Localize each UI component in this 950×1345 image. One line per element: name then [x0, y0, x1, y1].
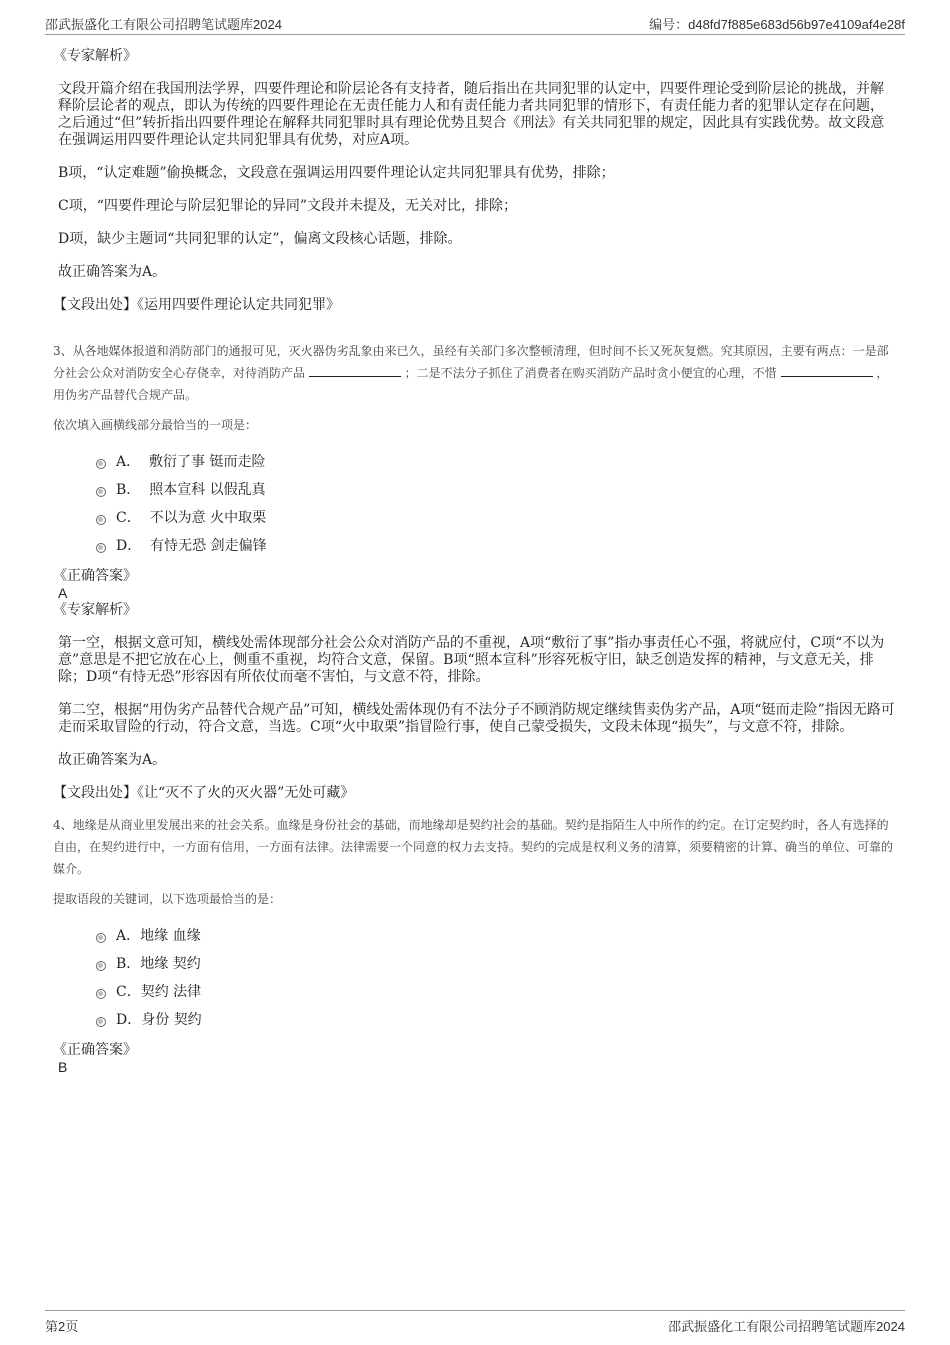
option-text: 有恃无恐 剑走偏锋 — [150, 538, 267, 554]
radio-icon[interactable] — [96, 933, 106, 943]
option-label: C． — [116, 510, 141, 526]
fill-blank — [309, 364, 401, 377]
option-b[interactable] — [96, 476, 896, 504]
options-list — [96, 448, 896, 560]
radio-icon[interactable] — [96, 961, 106, 971]
analysis-paragraph: 文段开篇介绍在我国刑法学界，四要件理论和阶层论各有支持者，随后指出在共同犯罪的认定中，四要件理论受到阶层论的挑战，并解释阶层论者的观点，即认为传统的四要件理论在无责任能力人和有责任能力者共同犯罪的情形下，有责任能力者的犯罪认定存在问题，之后通过“但”转折指出四要件理论在解释共同犯罪时具有理论优势且契合《刑法》有关共同犯罪的规定，因此具有实践优势。故文段意在强调运用四要件理论认定共同犯罪具有优势，对应A项。 — [58, 81, 885, 148]
option-label: B． — [116, 956, 141, 972]
analysis-paragraph: D项，缺少主题词“共同犯罪的认定”，偏离文段核心话题，排除。 — [58, 231, 462, 247]
option-label: B． — [116, 482, 141, 498]
fill-blank — [781, 364, 873, 377]
option-a[interactable] — [96, 448, 896, 476]
analysis-paragraph: 第二空，根据“用伪劣产品替代合规产品”可知，横线处需体现仍有不法分子不顾消防规定继续售卖伪劣产品，A项“铤而走险”指因无路可走而采取冒险的行动，符合文意，当选。C项“火中取栗”指冒险行事，使自己蒙受损失，文段未体现“损失”，与文意不符，排除。 — [58, 702, 895, 735]
page-footer — [45, 1310, 905, 1335]
analysis-title: 《专家解析》 — [53, 48, 137, 64]
stem-part: ；二是不法分子抓住了消费者在购买消防产品时贪小便宜的心理，不惜 — [404, 366, 777, 380]
document-id: 编号：d48fd7f885e683d56b97e4109af4e28f — [649, 17, 905, 32]
options-list — [96, 922, 896, 1034]
option-label: D． — [116, 538, 142, 554]
option-c[interactable] — [96, 978, 896, 1006]
option-text: 敷衍了事 铤而走险 — [149, 454, 266, 470]
option-d[interactable] — [96, 1006, 896, 1034]
analysis-paragraph: B项，“认定难题”偷换概念，文段意在强调运用四要件理论认定共同犯罪具有优势，排除； — [58, 165, 615, 181]
conclusion: 故正确答案为A。 — [58, 752, 167, 768]
answer-value: B — [58, 1059, 68, 1075]
source-citation: 【文段出处】《运用四要件理论认定共同犯罪》 — [53, 297, 340, 313]
question-prompt: 依次填入画横线部分最恰当的一项是： — [53, 418, 258, 432]
question-prompt: 提取语段的关键词，以下选项最恰当的是： — [53, 892, 282, 906]
conclusion: 故正确答案为A。 — [58, 264, 167, 280]
radio-icon[interactable] — [96, 543, 106, 553]
option-d[interactable] — [96, 532, 896, 560]
option-label: A． — [116, 454, 141, 470]
analysis-paragraph: 第一空，根据文意可知，横线处需体现部分社会公众对消防产品的不重视，A项“敷衍了事”指办事责任心不强，将就应付，C项“不以为意”意思是不把它放在心上，侧重不重视，均符合文意，保留。B项“照本宣科”形容死板守旧，缺乏创造发挥的精神，与文意无关，排除；D项“有恃无恐”形容因有所依仗而毫不害怕，与文意不符，排除。 — [58, 635, 885, 685]
option-text: 地缘 血缘 — [140, 928, 201, 944]
radio-icon[interactable] — [96, 515, 106, 525]
stem-part: ，用伪劣产品替代合规产品。 — [53, 366, 889, 402]
page-header — [45, 14, 905, 35]
answer-title: 《正确答案》 — [53, 568, 137, 584]
option-text: 照本宣科 以假乱真 — [149, 482, 266, 498]
option-a[interactable] — [96, 922, 896, 950]
option-text: 身份 契约 — [141, 1012, 202, 1028]
radio-icon[interactable] — [96, 989, 106, 999]
analysis-title: 《专家解析》 — [53, 602, 137, 618]
answer-value: A — [58, 585, 68, 601]
header-title: 邵武振盛化工有限公司招聘笔试题库2024 — [45, 17, 282, 32]
question-stem: 4、地缘是从商业里发展出来的社会关系。血缘是身份社会的基础，而地缘却是契约社会的基础。契约是指陌生人中所作的约定。在订定契约时，各人有选择的自由，在契约进行中，一方面有信用，一方面有法律。法律需要一个同意的权力去支持。契约的完成是权利义务的清算，须要精密的计算、确当的单位、可靠的媒介。 — [53, 818, 894, 876]
radio-icon[interactable] — [96, 1017, 106, 1027]
option-text: 地缘 契约 — [140, 956, 201, 972]
source-citation: 【文段出处】《让“灭不了火的灭火器”无处可藏》 — [53, 785, 355, 801]
radio-icon[interactable] — [96, 459, 106, 469]
question-stem — [53, 340, 896, 406]
analysis-paragraph: C项，“四要件理论与阶层犯罪论的异同”文段并未提及，无关对比，排除； — [58, 198, 518, 214]
option-label: C． — [116, 984, 141, 1000]
radio-icon[interactable] — [96, 487, 106, 497]
option-text: 契约 法律 — [140, 984, 202, 1000]
option-label: A． — [116, 928, 141, 944]
option-b[interactable] — [96, 950, 896, 978]
stem-part: 3、从各地媒体报道和消防部门的通报可见，灭火器伪劣乱象由来已久，虽经有关部门多次整顿清理，但时间不长又死灰复燃。究其原因，主要有两点：一是部分社会公众对消防安全心存侥幸，对待消防产品 — [53, 344, 889, 380]
page-number: 第2页 — [45, 1319, 79, 1334]
option-text: 不以为意 火中取栗 — [149, 510, 267, 526]
footer-title: 邵武振盛化工有限公司招聘笔试题库2024 — [668, 1319, 905, 1334]
option-label: D． — [116, 1012, 142, 1028]
option-c[interactable] — [96, 504, 896, 532]
page-content — [53, 48, 896, 1076]
answer-title: 《正确答案》 — [53, 1042, 137, 1058]
